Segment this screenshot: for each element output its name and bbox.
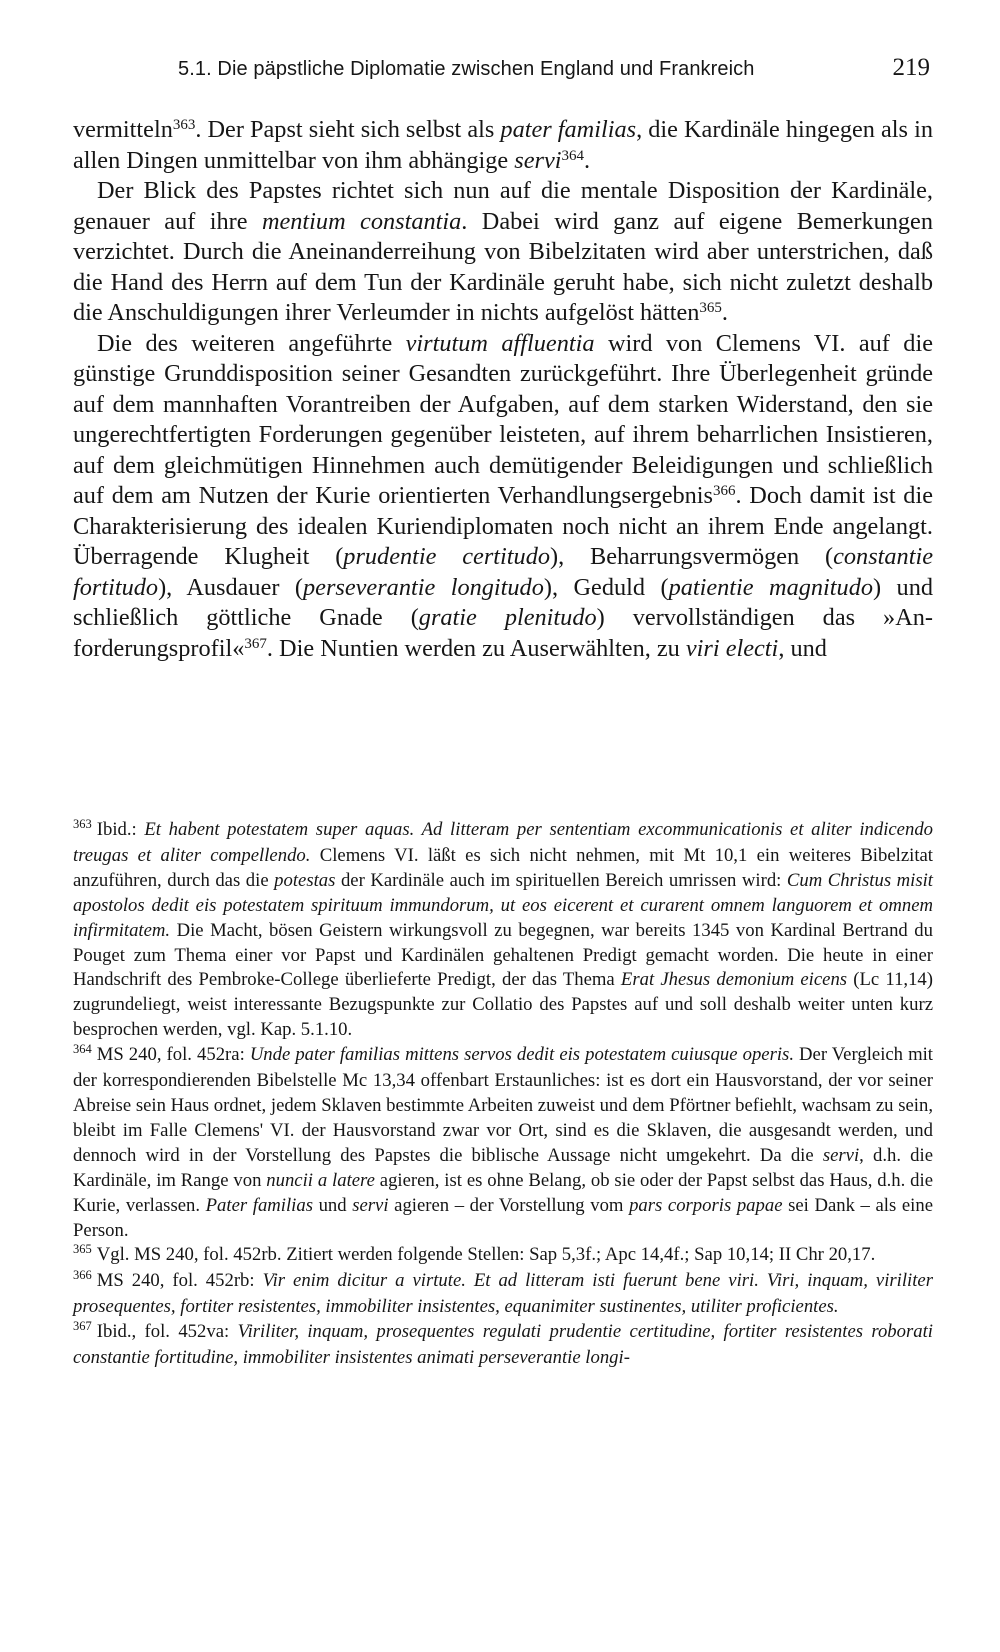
latin-quote: Cum Christus misit apostolos dedit eis potestatem spirituum immundorum, ut eos eicerent et curarent omnem languorem et omnem infirmitatem. — [73, 869, 933, 941]
italic-term: servi — [514, 146, 562, 174]
italic-term: nuncii a latere — [266, 1169, 375, 1191]
text-run: wird von Clemens VI. auf die günstige Grunddisposition seiner Gesandten zurückgeführt. Ihre Überlegenheit gründe auf dem mannhaften Vorantreiben der Aufgaben, auf dem starken Widerstand, den sie ungerechtfertigten Forderungen gegenüber leisteten, auf ihrem beharrlichen Insistieren, auf dem gleichmütigen Hinnehmen auch demütigender Beleidigungen und schließlich auf dem am Nutzen der Kurie orientierten Verhandlungsergebnis — [73, 329, 933, 509]
footnote-363 — [73, 818, 933, 1043]
footnote-reference: 366 — [713, 483, 736, 499]
footnote-365 — [73, 1243, 933, 1269]
italic-term: prudentie certitudo — [343, 543, 550, 570]
text-run: Der Blick des Papstes richtet sich nun auf die mentale Disposition der Kardinäle, genauer auf ihre — [73, 177, 933, 235]
text-run: sei Dank – als eine Person. — [73, 1194, 933, 1241]
text-run: . — [584, 146, 591, 174]
text-run: der Kardinäle auch im spirituellen Bereich umrissen wird: — [335, 869, 787, 891]
italic-term: Erat Jhesus demonium eicens — [620, 969, 848, 991]
text-run: , d.h. die Kardinäle, im Range von — [73, 1144, 933, 1191]
text-run: Clemens VI. läßt es sich nicht nehmen, mit Mt 10,1 ein weiteres Bibelzitat anzuführen, durch das die — [73, 844, 933, 891]
running-title: 5.1. Die päpstliche Diplomatie zwischen England und Frankreich — [178, 58, 755, 80]
footnote-number: 366 — [73, 1268, 92, 1283]
footnote-number: 364 — [73, 1042, 92, 1057]
italic-term: virtutum affluentia — [405, 329, 595, 357]
text-run: Ibid.: — [96, 819, 145, 840]
footnotes — [73, 818, 933, 1371]
footnote-number: 363 — [73, 817, 92, 831]
text-run: ) und schließlich göttliche Gnade ( — [73, 573, 933, 631]
page-number: 219 — [892, 54, 930, 81]
latin-quote: Unde pater familias mittens servos dedit eis potestatem cuiusque operis. — [249, 1044, 794, 1066]
text-run: Ibid., fol. 452va: — [96, 1321, 238, 1343]
footnote-reference: 363 — [172, 117, 196, 133]
italic-term: perseverantie longitudo — [303, 573, 544, 601]
footnote-reference: 365 — [699, 300, 722, 316]
footnote-number: 367 — [73, 1319, 92, 1334]
text-run: , die Kardinäle hingegen als in allen Dingen unmittelbar von ihm abhängige — [73, 116, 933, 174]
running-head — [178, 54, 930, 86]
footnote-366 — [73, 1269, 933, 1320]
text-run: Vgl. MS 240, fol. 452rb. Zitiert werden folgende Stellen: Sap 5,3f.; Apc 14,4f.; Sap 10,14; II Chr 20,17. — [96, 1244, 876, 1266]
italic-term: gratie plenitudo — [418, 604, 597, 631]
footnote-number: 365 — [73, 1242, 92, 1257]
italic-term: Pater familias — [205, 1194, 313, 1216]
text-run: . Dabei wird ganz auf eigene Bemerkungen verzichtet. Durch die Aneinanderreihung von Bibelzitaten wird aber unterstrichen, daß die Hand des Herrn auf dem Tun der Kardinäle geruht habe, sich nicht zuletzt deshalb die Anschuldigungen ihrer Verleumder in nichts aufgelöst hätten — [73, 207, 933, 326]
text-run: Der Vergleich mit der korrespondierenden Bibelstelle Mc 13,34 offenbart Erstaunliches: ist es dort ein Hausvorstand, der vor seiner Abreise sein Haus ordnet, jedem Sklaven bestimmte Arbeiten zuweist und dem Pförtner befiehlt, wachsam zu sein, bleibt im Falle Clemens' VI. der Hausvorstand zwar vor Ort, sind es die Sklaven, die ausgesandt werden, und dennoch wird in der Vorstellung des Papstes die biblische Aussage nicht umgekehrt. Da die — [73, 1044, 933, 1166]
main-text — [73, 115, 933, 664]
footnote-reference: 367 — [244, 635, 267, 652]
paragraph-2 — [73, 176, 933, 329]
italic-term: viri electi — [685, 634, 779, 662]
italic-term: pars corporis papae — [629, 1194, 783, 1216]
text-run: . — [721, 299, 728, 326]
text-run: . Die Nuntien werden zu Auserwählten, zu — [266, 634, 686, 662]
text-run: ), Beharrungsvermögen ( — [550, 543, 834, 570]
text-run: und — [312, 1194, 353, 1216]
italic-term: servi — [352, 1194, 389, 1216]
paragraph-1 — [73, 115, 933, 176]
text-run: Die Macht, bösen Geistern wirkungsvoll zu begegnen, war bereits 1345 von Kardinal Bertrand du Pouget zum Thema einer vor Papst und Kardinälen gehaltenen Predigt gemacht worden. Die heute in einer Handschrift des Pembroke-College überlieferte Predigt, der das Thema — [73, 919, 933, 991]
text-run: agieren – der Vorstellung vom — [388, 1194, 630, 1216]
italic-term: constantie fortitudo — [73, 543, 933, 601]
italic-term: patientie magnitudo — [668, 573, 873, 601]
footnote-reference: 364 — [561, 147, 585, 164]
text-run: (Lc 11,14) zugrundeliegt, weist interessante Bezugspunkte zur Collatio des Papstes auf und soll deshalb weiter unten kurz besprochen werden, vgl. Kap. 5.1.10. — [73, 969, 933, 1041]
text-run: ) vervollständigen das »Anforderungsprofil« — [73, 604, 933, 662]
text-run: agieren, ist es ohne Belang, ob sie oder der Papst selbst das Haus, d.h. die Kurie, verlassen. — [73, 1169, 933, 1216]
text-run: MS 240, fol. 452ra: — [96, 1044, 250, 1066]
latin-quote: Et habent potestatem super aquas. Ad litteram per sententiam excommunicationis et aliter indicendo treugas et aliter compellendo. — [73, 819, 934, 866]
text-run: , und — [778, 634, 827, 662]
italic-term: mentium constantia — [261, 207, 462, 235]
footnote-367 — [73, 1320, 933, 1371]
text-run: vermitteln — [73, 116, 173, 143]
text-run: MS 240, fol. 452rb: — [96, 1270, 263, 1292]
text-run: ), Geduld ( — [543, 573, 669, 601]
paragraph-3 — [73, 329, 933, 665]
italic-term: servi — [822, 1144, 860, 1166]
text-run: . Doch damit ist die Charakterisierung des idealen Kuriendiplomaten noch nicht an ihrem Ende angelangt. Überragende Klugheit ( — [73, 482, 933, 570]
footnote-364 — [73, 1043, 933, 1243]
latin-quote: Vir enim dicitur a virtute. Et ad litteram isti fuerunt bene viri. Viri, inquam, viriliter prosequentes, fortiter resistentes, immobiliter insistentes, equanimiter sustinentes, utiliter proficientes. — [73, 1270, 934, 1318]
text-run: Die des weiteren angeführte — [97, 329, 406, 357]
italic-term: pater familias — [500, 116, 637, 143]
text-run: . Der Papst sieht sich selbst als — [195, 116, 501, 143]
latin-quote: Viriliter, inquam, prosequentes regulati prudentie certitudine, fortiter resistentes roborati constantie fortitudine, immobiliter insistentes animati perseverantie longi- — [73, 1321, 933, 1369]
italic-term: potestas — [274, 869, 336, 891]
text-run: ), Ausdauer ( — [158, 573, 304, 601]
